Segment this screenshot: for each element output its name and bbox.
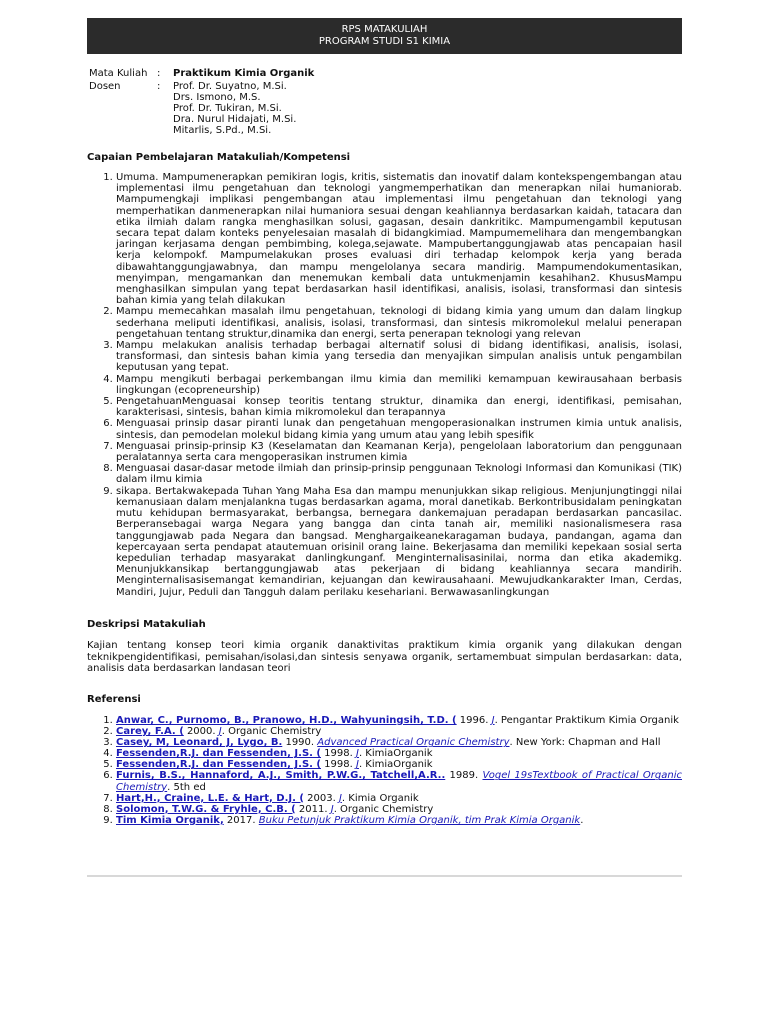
reference-title-link[interactable]: Buku Petunjuk Praktikum Kimia Organik, tim Prak Kimia Organik [258, 814, 581, 826]
reference-author-link[interactable]: Anwar, C., Purnomo, B., Pranowo, H.D., Wahyuningsih, T.D. ( [116, 715, 457, 726]
cpl-item: 2. Mampu memecahkan masalah ilmu pengetahuan, teknologi di bidang kimia yang umum dan dalam lingkup sederhana meliputi identifikasi, analisis, isolasi, transformasi, dan sintesis mikromolekul melalui penerapan pengetahuan tentang struktur,dinamika dan energi, serta penerapan teknologi yang relevan [116, 306, 682, 340]
cpl-item: 6. Menguasai prinsip dasar piranti lunak dan pengetahuan mengoperasionalkan instrumen kimia untuk analisis, sintesis, dan pemodelan molekul bidang kimia yang umum atau yang lebih spesifik [116, 418, 682, 440]
references-list [87, 715, 682, 826]
reference-title-link[interactable]: J [356, 748, 359, 760]
reference-year: 2000. [183, 726, 219, 738]
reference-title-link[interactable]: J [491, 715, 495, 726]
lecturer-colon: : [157, 81, 161, 92]
description-text: Kajian tentang konsep teori kimia organik danaktivitas praktikum kimia organik yang dilakukan dengan teknikpengidentifikasi, pemisahan/isolasi,dan sintesis senyawa organik, sertamembuat simpulan berdasarkan: data, analisis data berdasarkan landasan teori [87, 640, 682, 674]
reference-item [116, 804, 682, 815]
reference-year: 1989. [445, 770, 483, 782]
reference-title-link[interactable]: J [356, 759, 359, 771]
header-title: RPS MATAKULIAH [341, 24, 428, 35]
cpl-item: 8. Menguasai dasar-dasar metode ilmiah dan prinsip-prinsip penggunaan Teknologi Informasi dan Komunikasi (TIK) dalam ilmu kimia [116, 463, 682, 485]
course-row [89, 68, 679, 79]
reference-rest: . KimiaOrganik [358, 759, 433, 771]
reference-rest: . Kimia Organik [341, 792, 419, 804]
reference-rest: . Pengantar Praktikum Kimia Organik [494, 715, 679, 726]
cpl-list [87, 172, 682, 598]
course-label: Mata Kuliah [89, 68, 148, 79]
lecturer-name: Dra. Nurul Hidajati, M.Si. [173, 114, 297, 125]
reference-title-link[interactable]: Advanced Practical Organic Chemistry [317, 737, 510, 749]
reference-rest: . New York: Chapman and Hall [509, 737, 661, 749]
reference-author-link[interactable]: Tim Kimia Organik, [116, 814, 224, 826]
reference-year: 1998. [321, 748, 356, 760]
reference-year: 2017. [223, 814, 259, 826]
cpl-item: 7. Menguasai prinsip-prinsip K3 (Keselamatan dan Keamanan Kerja), pengelolaan laboratorium dan penggunaan peralatannya serta cara mengoperasikan instrumen kimia [116, 441, 682, 463]
reference-author-link[interactable]: Fessenden,R.J. dan Fessenden, J.S. ( [116, 748, 321, 760]
reference-item [116, 793, 682, 804]
reference-author-link[interactable]: Solomon, T.W.G. & Fryhle, C.B. ( [116, 803, 296, 815]
reference-item [116, 748, 682, 759]
cpl-item: 4. Mampu mengikuti berbagai perkembangan ilmu kimia dan memiliki kemampuan kewirausahaan berbasis lingkungan (ecopreneurship) [116, 374, 682, 396]
reference-rest: . [580, 814, 584, 826]
description-heading: Deskripsi Matakuliah [87, 619, 206, 630]
reference-rest: . KimiaOrganik [358, 748, 433, 760]
lecturer-name: Drs. Ismono, M.S. [173, 92, 261, 103]
reference-item [116, 737, 682, 748]
reference-year: 1998. [321, 759, 356, 771]
lecturer-row [89, 81, 679, 136]
reference-rest: . 5th ed [167, 781, 206, 793]
course-colon: : [157, 68, 161, 79]
references-heading: Referensi [87, 694, 141, 705]
lecturer-name: Prof. Dr. Suyatno, M.Si. [173, 81, 287, 92]
course-value: Praktikum Kimia Organik [173, 68, 315, 79]
cpl-item: 9. sikapa. Bertakwakepada Tuhan Yang Maha Esa dan mampu menunjukkan sikap religious. Menjunjungtinggi nilai kemanusiaan dalam menjalankna tugas berdasarkan agama, moral danetikab. Berkontribusidalam peningkatan mutu kehidupan bermasyarakat, berbangsa, bernegara dankemajuan peradapan berdasarkan pancasilac. Berperansebagai warga Negara yang bangga dan cinta tanah air, memiliki nasionalismesera rasa tanggungjawab pada Negara dan bangsad. Menghargaikeanekaragaman budaya, pandangan, agama dan kepercayaan serta pendapat atautemuan orisinil orang laine. Bekerjasama dan memiliki kepekaan sosial serta kepedulian terhadap masyarakat danlingkunganf. Menginternalisasinilai, norma dan etika akademikg. Menunjukkansikap bertanggungjawab atas pekerjaan di bidang keahliannya secara mandirih. Menginternalisasisemangat kemandirian, kejuangan dan kewirausahaani. Mewujudkankarakter Iman, Cerdas, Mandiri, Jujur, Peduli dan Tangguh dalam perilaku kesehariani. Berwawasanlingkungan [116, 486, 682, 598]
reference-author-link[interactable]: Furnis, B.S., Hannaford, A.J., Smith, P.W.G., Tatchell,A.R.. [116, 770, 446, 782]
cpl-item: 3. Mampu melakukan analisis terhadap berbagai alternatif solusi di bidang identifikasi, analisis, isolasi, transformasi, dan sintesis bahan kimia yang tersedia dan menyajikan simpulan analisis untuk pengambilan keputusan yang tepat. [116, 340, 682, 374]
reference-year: 2003. [303, 792, 339, 804]
reference-item [116, 770, 682, 792]
header-subtitle: PROGRAM STUDI S1 KIMIA [318, 36, 451, 47]
course-info [89, 68, 679, 136]
reference-item [116, 726, 682, 737]
reference-author-link[interactable]: Carey, F.A. ( [116, 726, 184, 738]
footer-divider [87, 875, 682, 877]
reference-author-link[interactable]: Fessenden,R.J. dan Fessenden, J.S. ( [116, 759, 321, 771]
reference-author-link[interactable]: Casey, M, Leonard, J, Lygo, B. [116, 737, 283, 749]
reference-title-link[interactable]: J [218, 726, 222, 738]
document-header [87, 18, 682, 54]
lecturer-name: Prof. Dr. Tukiran, M.Si. [173, 103, 282, 114]
reference-item [116, 759, 682, 770]
reference-title-link[interactable]: J [338, 792, 342, 804]
reference-year: 2011. [295, 803, 331, 815]
lecturer-name: Mitarlis, S.Pd., M.Si. [173, 125, 272, 136]
reference-year: 1990. [282, 737, 318, 749]
reference-rest: . Organic Chemistry [333, 803, 434, 815]
cpl-item: 5. PengetahuanMenguasai konsep teoritis tentang struktur, dinamika dan energi, identifikasi, pemisahan, karakterisasi, sintesis, bahan kimia mikromolekul dan terapannya [116, 396, 682, 418]
reference-title-link[interactable]: Vogel 19sTextbook of Practical Organic Chemistry [116, 770, 682, 793]
reference-rest: . Organic Chemistry [221, 726, 322, 738]
lecturer-label: Dosen [89, 81, 121, 92]
cpl-item: 1. Umuma. Mampumenerapkan pemikiran logis, kritis, sistematis dan inovatif dalam kontekspengembangan atau implementasi ilmu pengetahuan dan teknologi yangmemperhatikan dan menerapkan nilai humaniorab. Mampumengkaji implikasi pengembangan atau implementasi ilmu pengetahuan dan teknologi yang memperhatikan danmenerapkan nilai humaniora sesuai dengan keahliannya berdasarkan kaidah, tatacara dan etika ilmiah dalam rangka menghasilkan solusi, gagasan, desain dankritikc. Mampumengambil keputusan secara tepat dalam konteks penyelesaian masalah di bidangkimiad. Mampumemelihara dan mengembangkan jaringan kerjasama dengan pembimbing, kolega,sejawate. Mampubertanggungjawab atas pencapaian hasil kerja kelompokf. Mampumelakukan proses evaluasi diri terhadap kelompok kerja yang berada dibawahtanggungjawabnya, dan mampu mengelolanya secara mandirig. Mampumendokumentasikan, menyimpan, mengamankan dan menemukan kembali data untukmenjamin kesahihan2. KhususMampu menghasilkan simpulan yang tepat berdasarkan hasil identifikasi, analisis, isolasi, transformasi dan sintesis bahan kimia yang telah dilakukan [116, 172, 682, 306]
reference-year: 1996. [456, 715, 492, 726]
cpl-heading: Capaian Pembelajaran Matakuliah/Kompetensi [87, 152, 351, 163]
reference-item [116, 815, 682, 826]
reference-author-link[interactable]: Hart,H., Craine, L.E. & Hart, D.J. ( [116, 792, 304, 804]
lecturer-list [173, 81, 296, 136]
reference-title-link[interactable]: J [330, 803, 334, 815]
reference-item [116, 715, 682, 726]
